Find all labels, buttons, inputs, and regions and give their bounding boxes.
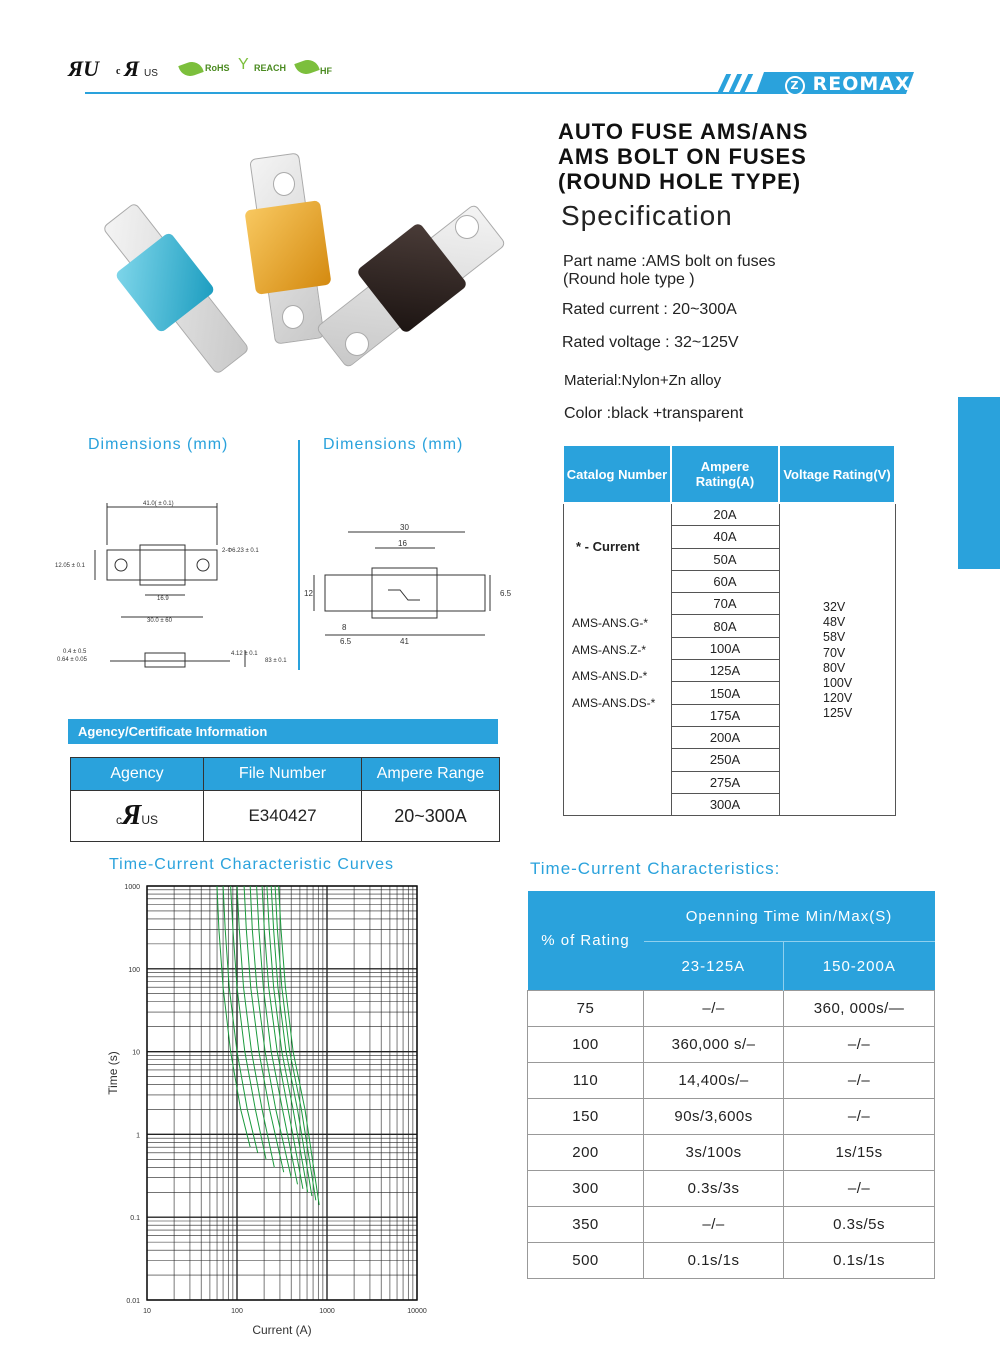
voltage-value: 80V bbox=[823, 660, 846, 675]
col-header-ampere: Ampere Rating(A) bbox=[671, 445, 779, 503]
range-23-125-header: 23-125A bbox=[644, 942, 784, 991]
pct-rating-cell: 150 bbox=[528, 1099, 644, 1135]
chart-title: Time-Current Characteristic Curves bbox=[109, 856, 395, 873]
ampere-rating-cell: 200A bbox=[671, 726, 779, 748]
ampere-rating-cell: 50A bbox=[671, 548, 779, 570]
range-150-200-cell: 1s/15s bbox=[784, 1135, 935, 1171]
ampere-rating-cell: 125A bbox=[671, 660, 779, 682]
cul-logo-c: c bbox=[116, 66, 121, 77]
x-tick-label: 10 bbox=[143, 1308, 151, 1315]
voltage-value: 125V bbox=[823, 706, 853, 721]
voltage-value: 58V bbox=[823, 630, 846, 645]
catalog-number: AMS-ANS.G-* bbox=[572, 616, 649, 630]
spec-material: Material:Nylon+Zn alloy bbox=[564, 372, 722, 389]
title-line-3: (ROUND HOLE TYPE) bbox=[558, 169, 802, 194]
x-tick-label: 100 bbox=[231, 1308, 243, 1315]
range-23-125-cell: 0.1s/1s bbox=[644, 1243, 784, 1279]
dimension-drawing-left bbox=[55, 495, 295, 675]
time-current-row bbox=[528, 1099, 935, 1135]
agency-logo-cell bbox=[71, 791, 204, 842]
rohs-label: RoHS bbox=[205, 63, 230, 73]
pct-rating-header: % of Rating bbox=[528, 891, 644, 991]
spec-part-name: Part name :AMS bolt on fuses bbox=[563, 253, 776, 270]
ampere-rating-cell: 100A bbox=[671, 637, 779, 659]
dim-label: 30.0 ± 60 bbox=[147, 618, 172, 624]
title-line-2: AMS BOLT ON FUSES bbox=[558, 144, 807, 169]
range-150-200-cell: –/– bbox=[784, 1171, 935, 1207]
time-current-title: Time-Current Characteristics: bbox=[530, 859, 781, 878]
y-tick-label: 1000 bbox=[124, 884, 140, 891]
time-current-row bbox=[528, 1063, 935, 1099]
reach-label: REACH bbox=[254, 63, 287, 73]
cert-logos bbox=[68, 56, 368, 84]
range-23-125-cell: 14,400s/– bbox=[644, 1063, 784, 1099]
ampere-rating-cell: 275A bbox=[671, 771, 779, 793]
ampere-rating-cell: 300A bbox=[671, 793, 779, 815]
fuse-curve bbox=[267, 886, 308, 1192]
range-150-200-cell: 0.1s/1s bbox=[784, 1243, 935, 1279]
voltage-value: 120V bbox=[823, 691, 853, 706]
spec-part-name-2: (Round hole type ) bbox=[563, 271, 695, 288]
dim-label: 4.12 ± 0.1 bbox=[231, 651, 258, 657]
cul-c: c bbox=[116, 813, 123, 827]
range-150-200-cell: 360, 000s/— bbox=[784, 991, 935, 1027]
time-current-row bbox=[528, 1171, 935, 1207]
dim-label: 16 bbox=[398, 539, 407, 548]
range-150-200-cell: –/– bbox=[784, 1099, 935, 1135]
cul-logo: Я bbox=[124, 56, 140, 81]
y-tick-label: 0.01 bbox=[126, 1298, 140, 1305]
dim-label: 16.9 bbox=[157, 596, 169, 602]
title-line-1: AUTO FUSE AMS/ANS bbox=[558, 119, 809, 144]
dim-label: 2-Φ6.23 ± 0.1 bbox=[222, 548, 259, 554]
dim-label: 6.5 bbox=[340, 637, 352, 646]
range-23-125-cell: –/– bbox=[644, 991, 784, 1027]
agency-bar bbox=[68, 719, 498, 744]
ampere-range-cell: 20~300A bbox=[362, 791, 500, 842]
brand-z-icon: Z bbox=[785, 76, 805, 96]
time-current-table bbox=[527, 891, 935, 1279]
current-note: * - Current bbox=[576, 539, 640, 554]
dim-label: 83 ± 0.1 bbox=[265, 658, 287, 664]
dim-label: 41 bbox=[400, 637, 409, 646]
voltage-value: 100V bbox=[823, 676, 853, 691]
catalog-number: AMS-ANS.D-* bbox=[572, 669, 648, 683]
catalog-table-row bbox=[563, 503, 895, 526]
range-23-125-cell: 3s/100s bbox=[644, 1135, 784, 1171]
range-23-125-cell: 360,000 s/– bbox=[644, 1027, 784, 1063]
agency-header: Agency bbox=[71, 758, 204, 791]
spec-rated-current: Rated current : 20~300A bbox=[562, 301, 737, 318]
range-23-125-cell: –/– bbox=[644, 1207, 784, 1243]
voltage-list bbox=[823, 600, 852, 722]
y-tick-label: 100 bbox=[128, 966, 140, 974]
fuse-curve bbox=[217, 886, 250, 1147]
time-current-row bbox=[528, 1027, 935, 1063]
time-current-row bbox=[528, 1207, 935, 1243]
dim-label: 41.0( ± 0.1) bbox=[143, 501, 174, 507]
dim-label: 12.05 ± 0.1 bbox=[55, 563, 85, 569]
cul-logo-us: US bbox=[144, 68, 158, 79]
range-150-200-cell: –/– bbox=[784, 1063, 935, 1099]
opening-time-header: Openning Time Min/Max(S) bbox=[644, 891, 935, 942]
ampere-rating-cell: 150A bbox=[671, 682, 779, 704]
voltage-value: 48V bbox=[823, 615, 846, 630]
ul-logo: Я bbox=[122, 800, 142, 831]
ampere-rating-cell: 175A bbox=[671, 704, 779, 726]
y-tick-label: 1 bbox=[136, 1132, 140, 1140]
time-current-chart bbox=[95, 878, 440, 1338]
rohs-leaf-icon bbox=[178, 59, 203, 80]
range-150-200-header: 150-200A bbox=[784, 942, 935, 991]
dimensions-title-left: Dimensions (mm) bbox=[88, 436, 229, 453]
pct-rating-cell: 500 bbox=[528, 1243, 644, 1279]
x-axis-label: Current (A) bbox=[252, 1323, 312, 1337]
dim-label: 12 bbox=[304, 589, 313, 598]
voltage-value: 70V bbox=[823, 645, 846, 660]
brand-name: REOMAX bbox=[812, 73, 911, 95]
dim-label: 0.4 ± 0.5 bbox=[63, 649, 87, 655]
dim-label: 0.64 ± 0.05 bbox=[57, 657, 87, 663]
pct-rating-cell: 350 bbox=[528, 1207, 644, 1243]
file-number-header: File Number bbox=[204, 758, 362, 791]
pct-rating-cell: 110 bbox=[528, 1063, 644, 1099]
col-header-voltage: Voltage Rating(V) bbox=[779, 445, 895, 503]
time-current-body bbox=[528, 991, 935, 1279]
specification-heading: Specification bbox=[561, 200, 733, 231]
ampere-range-header: Ampere Range bbox=[362, 758, 500, 791]
range-23-125-cell: 0.3s/3s bbox=[644, 1171, 784, 1207]
hf-label: HF bbox=[320, 66, 332, 76]
spec-color: Color :black +transparent bbox=[564, 405, 744, 422]
catalog-number: AMS-ANS.DS-* bbox=[572, 696, 656, 710]
dimensions-title-right: Dimensions (mm) bbox=[323, 436, 464, 453]
brand-logo bbox=[785, 73, 911, 96]
time-current-row bbox=[528, 1243, 935, 1279]
ampere-rating-cell: 250A bbox=[671, 749, 779, 771]
pct-rating-cell: 100 bbox=[528, 1027, 644, 1063]
side-tab bbox=[958, 397, 1000, 569]
ampere-rating-cell: 80A bbox=[671, 615, 779, 637]
pct-rating-cell: 300 bbox=[528, 1171, 644, 1207]
range-23-125-cell: 90s/3,600s bbox=[644, 1099, 784, 1135]
agency-table bbox=[70, 757, 500, 842]
col-header-catalog: Catalog Number bbox=[563, 445, 671, 503]
pct-rating-cell: 75 bbox=[528, 991, 644, 1027]
product-title bbox=[558, 119, 808, 194]
dimension-drawing-right bbox=[300, 520, 530, 650]
voltage-value: 32V bbox=[823, 600, 846, 614]
y-tick-label: 0.1 bbox=[130, 1215, 140, 1223]
catalog-table-header bbox=[563, 445, 895, 503]
dim-label: 8 bbox=[342, 623, 347, 632]
reach-plant-icon: Y bbox=[238, 56, 249, 73]
x-tick-label: 1000 bbox=[319, 1308, 335, 1315]
pct-rating-cell: 200 bbox=[528, 1135, 644, 1171]
range-150-200-cell: 0.3s/5s bbox=[784, 1207, 935, 1243]
y-tick-label: 10 bbox=[132, 1049, 140, 1057]
dim-label: 30 bbox=[400, 523, 409, 532]
ul-recognized-logo: ЯU bbox=[68, 56, 100, 81]
dim-label: 6.5 bbox=[500, 589, 512, 598]
ampere-rating-cell: 20A bbox=[671, 503, 779, 526]
range-150-200-cell: –/– bbox=[784, 1027, 935, 1063]
time-current-row bbox=[528, 991, 935, 1027]
hf-leaf-icon bbox=[294, 57, 319, 78]
time-current-row bbox=[528, 1135, 935, 1171]
spec-rated-voltage: Rated voltage : 32~125V bbox=[562, 334, 739, 351]
cul-us: US bbox=[141, 813, 158, 827]
catalog-number: AMS-ANS.Z-* bbox=[572, 643, 647, 657]
x-tick-label: 10000 bbox=[407, 1308, 427, 1315]
agency-bar-title: Agency/Certificate Information bbox=[78, 724, 268, 739]
ampere-rating-cell: 70A bbox=[671, 593, 779, 615]
ampere-rating-cell: 60A bbox=[671, 570, 779, 592]
file-number-cell: E340427 bbox=[204, 791, 362, 842]
fuse-curve bbox=[262, 886, 303, 1189]
y-axis-label: Time (s) bbox=[106, 1051, 120, 1095]
ampere-rating-cell: 40A bbox=[671, 526, 779, 548]
